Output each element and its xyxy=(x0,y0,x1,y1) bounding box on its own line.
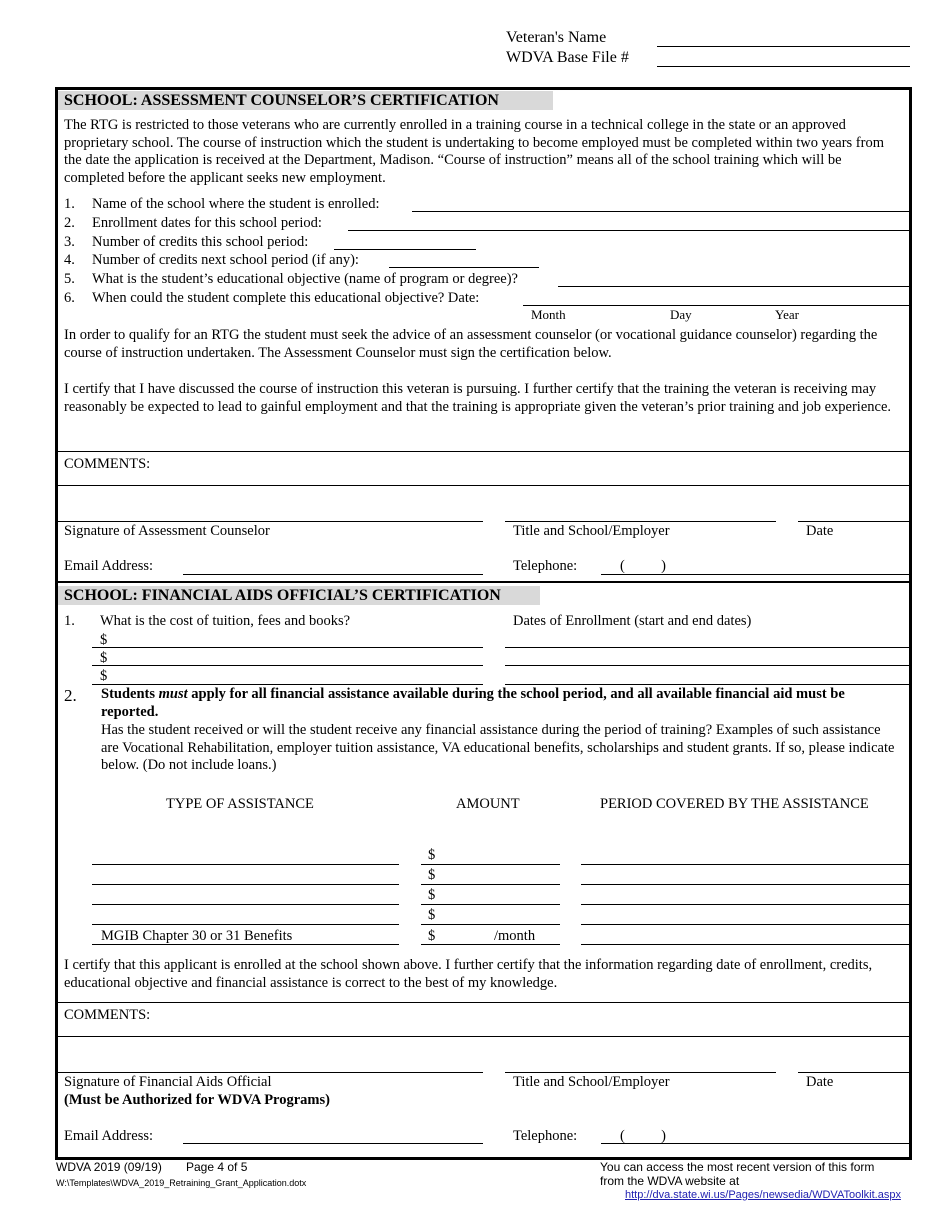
item-4-label: Number of credits next school period (if any): xyxy=(92,252,359,268)
cost-dollar-3: $ xyxy=(100,668,108,684)
school-name-field[interactable] xyxy=(412,211,909,212)
mgib-type-line xyxy=(92,944,399,945)
financial-email-label: Email Address: xyxy=(64,1128,154,1144)
amount-dollar-1: $ xyxy=(428,847,436,863)
wdva-toolkit-link[interactable]: http://dva.state.wi.us/Pages/newsedia/WDVAToolkit.aspx xyxy=(625,1189,901,1201)
assistance-type-field-3[interactable] xyxy=(92,904,399,905)
date-day-label: Day xyxy=(670,307,692,322)
divider xyxy=(58,451,909,452)
financial-comments-field[interactable] xyxy=(58,1036,909,1037)
mgib-period-field[interactable] xyxy=(581,944,909,945)
item-6-number: 6. xyxy=(64,290,75,306)
dates-field-1[interactable] xyxy=(505,647,909,648)
access-note-line1: You can access the most recent version of this form xyxy=(600,1160,875,1174)
col-period-header: PERIOD COVERED BY THE ASSISTANCE xyxy=(600,796,869,812)
assistance-type-field-2[interactable] xyxy=(92,884,399,885)
enrollment-dates-label: Dates of Enrollment (start and end dates) xyxy=(513,613,752,629)
date-year-label: Year xyxy=(775,307,799,322)
assistance-amount-field-3[interactable] xyxy=(421,904,560,905)
dates-field-3[interactable] xyxy=(505,684,909,685)
amount-dollar-3: $ xyxy=(428,887,436,903)
q1-label: What is the cost of tuition, fees and books? xyxy=(100,613,351,629)
credits-next-period-field[interactable] xyxy=(389,267,539,268)
enrollment-dates-field[interactable] xyxy=(348,230,909,231)
assistance-period-field-3[interactable] xyxy=(581,904,909,905)
item-4-number: 4. xyxy=(64,252,75,268)
assistance-type-field-4[interactable] xyxy=(92,924,399,925)
educational-objective-field[interactable] xyxy=(558,286,909,287)
base-file-field[interactable] xyxy=(657,66,910,67)
cost-dollar-1: $ xyxy=(100,632,108,648)
counselor-email-label: Email Address: xyxy=(64,558,154,574)
counselor-phone-parens: ( ) xyxy=(620,558,666,574)
counselor-title-school-label: Title and School/Employer xyxy=(513,523,670,539)
counselor-certify-text: I certify that I have discussed the course of instruction this veteran is pursuing. I further certify that the training the veteran is receiving may reasonably be expected to lead to gainful employment and that the training is appropriate given the veteran’s prior training and job experience. xyxy=(64,381,892,415)
credits-this-period-field[interactable] xyxy=(334,249,476,250)
section-divider xyxy=(58,581,909,583)
financial-section-title: SCHOOL: FINANCIAL AIDS OFFICIAL’S CERTIFICATION xyxy=(58,586,540,605)
assistance-type-field-1[interactable] xyxy=(92,864,399,865)
mgib-label: MGIB Chapter 30 or 31 Benefits xyxy=(101,928,293,944)
counselor-section-title: SCHOOL: ASSESSMENT COUNSELOR’S CERTIFICATION xyxy=(58,91,553,110)
q2-text: Has the student received or will the student receive any financial assistance during the period of training? Examples of such assistance are Vocational Rehabilitation, employer tuition assistance, VA educational benefits, scholarships and student grants. If so, please indicate below. (Do not include loans.) xyxy=(101,722,895,773)
assistance-amount-field-2[interactable] xyxy=(421,884,560,885)
financial-signature-label: Signature of Financial Aids Official xyxy=(64,1074,272,1090)
item-3-label: Number of credits this school period: xyxy=(92,234,309,250)
amount-dollar-2: $ xyxy=(428,867,436,883)
form-id: WDVA 2019 (09/19) xyxy=(56,1160,162,1174)
assistance-amount-field-4[interactable] xyxy=(421,924,560,925)
col-amount-header: AMOUNT xyxy=(456,796,520,812)
financial-title-school-label: Title and School/Employer xyxy=(513,1074,670,1090)
counselor-email-field[interactable] xyxy=(183,574,483,575)
assistance-amount-field-1[interactable] xyxy=(421,864,560,865)
per-month-label: /month xyxy=(494,928,536,944)
assistance-period-field-2[interactable] xyxy=(581,884,909,885)
veteran-name-label: Veteran's Name xyxy=(506,29,607,46)
amount-dollar-5: $ xyxy=(428,928,436,944)
base-file-label: WDVA Base File # xyxy=(506,49,629,66)
item-1-label: Name of the school where the student is enrolled: xyxy=(92,196,380,212)
page-number: Page 4 of 5 xyxy=(186,1160,248,1174)
item-2-label: Enrollment dates for this school period: xyxy=(92,215,322,231)
date-month-label: Month xyxy=(531,307,566,322)
col-type-header: TYPE OF ASSISTANCE xyxy=(166,796,314,812)
cost-dollar-2: $ xyxy=(100,650,108,666)
item-3-number: 3. xyxy=(64,234,75,250)
item-5-label: What is the student’s educational objective (name of program or degree)? xyxy=(92,271,518,287)
counselor-date-label: Date xyxy=(806,523,834,539)
divider xyxy=(58,1002,909,1003)
dates-field-2[interactable] xyxy=(505,665,909,666)
counselor-comments-field[interactable] xyxy=(58,485,909,486)
cost-field-2[interactable] xyxy=(92,665,483,666)
item-2-number: 2. xyxy=(64,215,75,231)
financial-comments-label: COMMENTS: xyxy=(64,1007,151,1023)
financial-email-field[interactable] xyxy=(183,1143,483,1144)
financial-date-label: Date xyxy=(806,1074,834,1090)
access-note-line2: from the WDVA website at xyxy=(600,1174,740,1188)
veteran-name-field[interactable] xyxy=(657,46,910,47)
q1-number: 1. xyxy=(64,613,75,629)
amount-dollar-4: $ xyxy=(428,907,436,923)
counselor-signature-label: Signature of Assessment Counselor xyxy=(64,523,270,539)
item-6-label: When could the student complete this educational objective? Date: xyxy=(92,290,480,306)
cost-field-1[interactable] xyxy=(92,647,483,648)
item-5-number: 5. xyxy=(64,271,75,287)
financial-telephone-label: Telephone: xyxy=(513,1128,578,1144)
item-1-number: 1. xyxy=(64,196,75,212)
financial-phone-parens: ( ) xyxy=(620,1128,666,1144)
counselor-intro-text: The RTG is restricted to those veterans who are currently enrolled in a training course in a technical college in the state or an approved proprietary school. The course of instruction which the student is undertaking to become employed must be completed within two years from the date the application is received at the Department, Madison. “Course of instruction” means all of the school training which will be completed before the applicant seeks new employment. xyxy=(64,117,884,186)
authorized-note: (Must be Authorized for WDVA Programs) xyxy=(64,1092,330,1108)
qualify-text: In order to qualify for an RTG the student must seek the advice of an assessment counselor (or vocational guidance counselor) regarding the course of instruction undertaken. The Assessment Counselor must sign the certification below. xyxy=(64,327,878,361)
q2-number: 2. xyxy=(64,686,77,705)
completion-date-field[interactable] xyxy=(523,305,909,306)
counselor-telephone-label: Telephone: xyxy=(513,558,578,574)
financial-certify-text: I certify that this applicant is enrolled at the school shown above. I further certify that the information regarding date of enrollment, credits, educational objective and financial assistance is correct to the best of my knowledge. xyxy=(64,957,873,991)
counselor-comments-label: COMMENTS: xyxy=(64,456,151,472)
template-path: W:\Templates\WDVA_2019_Retraining_Grant_Application.dotx xyxy=(56,1178,307,1188)
mgib-amount-field[interactable] xyxy=(421,944,560,945)
assistance-period-field-4[interactable] xyxy=(581,924,909,925)
q2-requirement: Students must apply for all financial assistance available during the school period, and all available financial aid must be reported. xyxy=(101,686,845,720)
cost-field-3[interactable] xyxy=(92,684,483,685)
assistance-period-field-1[interactable] xyxy=(581,864,909,865)
